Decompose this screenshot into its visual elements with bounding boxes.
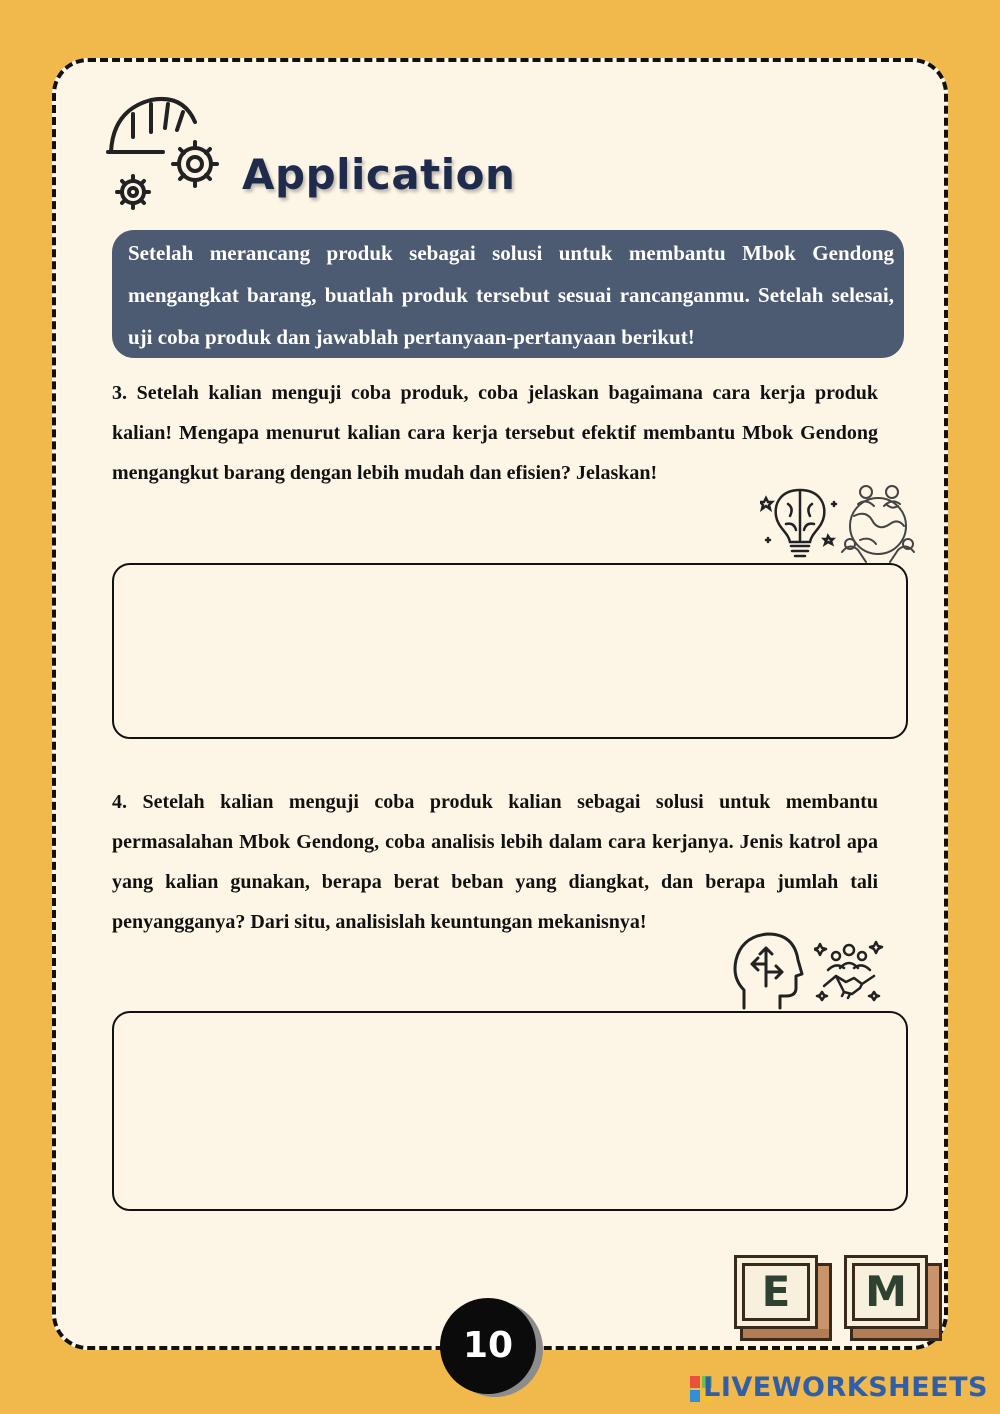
- letter-block-label: E: [742, 1263, 810, 1321]
- answer-box-4[interactable]: [112, 1011, 908, 1211]
- page-number: 10: [440, 1298, 536, 1394]
- answer-box-3[interactable]: [112, 563, 908, 739]
- head-decision-icon: [730, 930, 804, 1012]
- instruction-banner: Setelah merancang produk sebagai solusi untuk membantu Mbok Gendong mengangkat barang, buatlah produk tersebut sesuai rancanganmu. Setelah selesai, uji coba produk dan jawablah pertanyaan-pertanyaan berikut!: [112, 230, 904, 358]
- teamwork-handshake-icon: [814, 936, 884, 1006]
- letter-block-m: [844, 1255, 944, 1345]
- globe-hug-icon: [836, 480, 920, 566]
- question-4: 4. Setelah kalian menguji coba produk kalian sebagai solusi untuk membantu permasalahan Mbok Gendong, coba analisis lebih dalam cara kerjanya. Jenis katrol apa yang kalian gunakan, berapa berat beban yang diangkat, dan berapa jumlah tali penyangganya? Dari situ, analisislah keuntungan mekanisnya!: [112, 791, 878, 933]
- letter-block-e: [734, 1255, 834, 1345]
- brain-bulb-icon: [760, 484, 840, 564]
- page-title: Application: [242, 150, 516, 199]
- letter-block-label: M: [852, 1263, 920, 1321]
- helmet-gears-icon: [103, 92, 233, 217]
- brand-wordmark[interactable]: LIVEWORKSHEETS: [703, 1372, 988, 1403]
- question-3: 3. Setelah kalian menguji coba produk, coba jelaskan bagaimana cara kerja produk kalian! Mengapa menurut kalian cara kerja tersebut efektif membantu Mbok Gendong mengangkut barang dengan lebih mudah dan efisien? Jelaskan!: [112, 382, 878, 484]
